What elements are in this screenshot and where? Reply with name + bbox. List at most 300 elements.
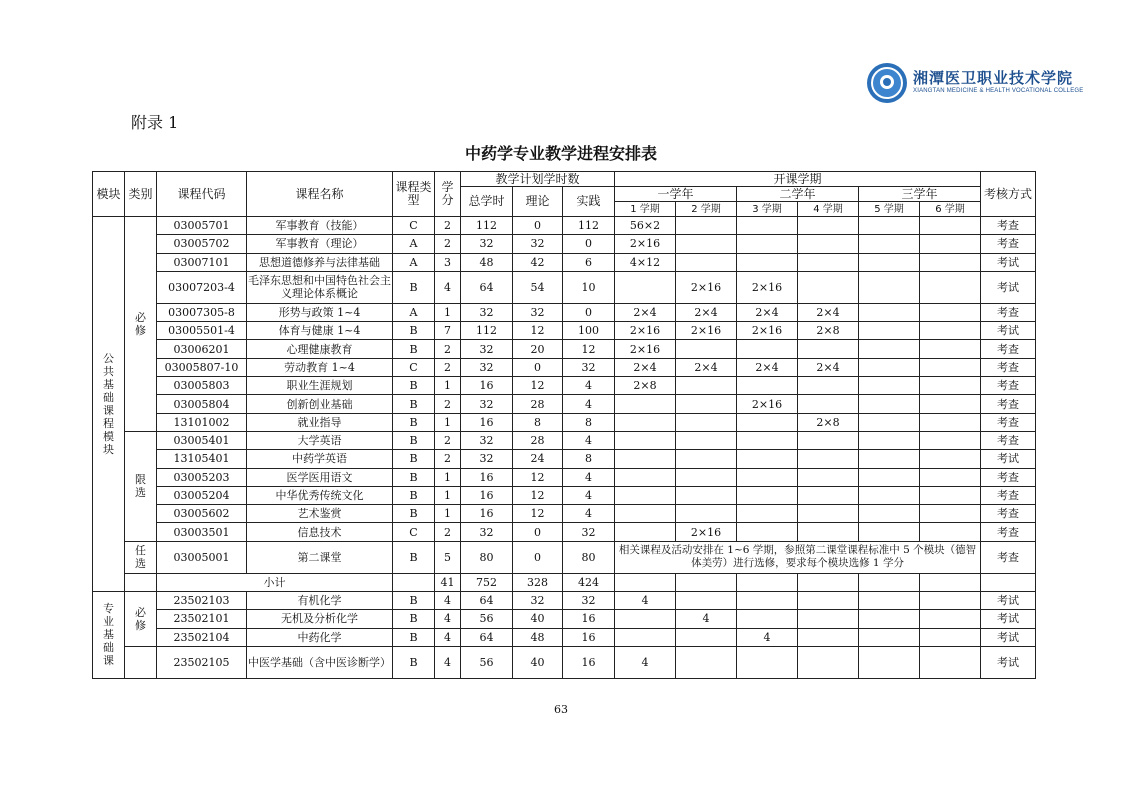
course-theory-hours: 8 [513,413,563,431]
course-credit: 1 [435,468,461,486]
semester-5-cell [859,340,920,358]
semester-2-cell [676,450,737,468]
course-theory-hours: 32 [513,592,563,610]
header-name: 课程名称 [247,172,393,217]
semester-1-cell: 2×4 [615,303,676,321]
course-name: 中华优秀传统文化 [247,486,393,504]
course-code: 03005001 [157,541,247,573]
course-practice-hours: 4 [563,486,615,504]
course-practice-hours: 0 [563,303,615,321]
course-credit: 1 [435,303,461,321]
category-required [125,217,157,432]
course-credit: 4 [435,271,461,303]
table-row [93,413,1036,431]
semester-1-cell: 2×16 [615,322,676,340]
course-practice-hours: 32 [563,358,615,376]
subtotal-label: 小计 [157,573,393,591]
course-exam-type: 考试 [981,610,1036,628]
page-number: 63 [554,703,568,716]
semester-1-cell [615,431,676,449]
college-logo [867,63,1084,105]
table-row [93,541,1036,573]
course-practice-hours: 4 [563,377,615,395]
course-type: A [393,235,435,253]
semester-3-cell [737,431,798,449]
course-exam-type: 考试 [981,450,1036,468]
course-total-hours: 32 [461,450,513,468]
semester-3-cell: 4 [737,628,798,646]
course-exam-type: 考试 [981,322,1036,340]
table-row [93,303,1036,321]
course-type: B [393,395,435,413]
course-theory-hours: 28 [513,395,563,413]
semester-5-cell [859,253,920,271]
category-limited-text: 限选 [135,473,146,500]
semester-6-cell [920,628,981,646]
semester-2-cell [676,592,737,610]
course-name: 医学医用语文 [247,468,393,486]
course-credit: 4 [435,610,461,628]
course-theory-hours: 54 [513,271,563,303]
header-sem-6: 6 学期 [920,202,981,217]
semester-2-cell [676,628,737,646]
course-practice-hours: 6 [563,253,615,271]
semester-4-cell: 2×8 [798,322,859,340]
header-year1: 一学年 [615,187,737,202]
semester-2-cell [676,253,737,271]
course-practice-hours: 0 [563,235,615,253]
semester-1-cell [615,523,676,541]
course-type: B [393,592,435,610]
table-row [93,592,1036,610]
course-code: 03005702 [157,235,247,253]
course-code: 03003501 [157,523,247,541]
semester-4-cell [798,468,859,486]
course-exam-type: 考查 [981,523,1036,541]
course-name: 第二课堂 [247,541,393,573]
course-practice-hours: 100 [563,322,615,340]
course-name: 大学英语 [247,431,393,449]
course-theory-hours: 12 [513,486,563,504]
course-theory-hours: 12 [513,505,563,523]
course-credit: 5 [435,541,461,573]
semester-4-cell [798,628,859,646]
semester-4-cell [798,377,859,395]
subtotal-sem-blank [798,573,859,591]
course-theory-hours: 40 [513,646,563,678]
course-exam-type: 考查 [981,395,1036,413]
semester-3-cell [737,646,798,678]
course-total-hours: 16 [461,486,513,504]
course-credit: 2 [435,523,461,541]
semester-2-cell [676,486,737,504]
course-total-hours: 80 [461,541,513,573]
semester-6-cell [920,610,981,628]
course-exam-type: 考查 [981,358,1036,376]
course-theory-hours: 32 [513,235,563,253]
header-sem-1: 1 学期 [615,202,676,217]
semester-1-cell: 4 [615,592,676,610]
course-total-hours: 16 [461,377,513,395]
semester-5-cell [859,322,920,340]
semester-3-cell [737,592,798,610]
semester-1-cell [615,271,676,303]
semester-2-cell [676,646,737,678]
header-credit: 学分 [435,172,461,217]
semester-2-cell: 2×16 [676,523,737,541]
course-type: A [393,303,435,321]
header-module: 模块 [93,172,125,217]
course-practice-hours: 32 [563,523,615,541]
course-code: 03005501-4 [157,322,247,340]
course-exam-type: 考试 [981,628,1036,646]
semester-3-cell [737,523,798,541]
category-required-text: 必修 [135,310,146,337]
semester-5-cell [859,505,920,523]
course-credit: 1 [435,486,461,504]
semester-1-cell: 56×2 [615,217,676,235]
semester-3-cell: 2×16 [737,322,798,340]
header-sem-3: 3 学期 [737,202,798,217]
semester-6-cell [920,217,981,235]
course-type: A [393,253,435,271]
semester-2-cell: 2×4 [676,303,737,321]
header-total: 总学时 [461,187,513,217]
semester-2-cell [676,468,737,486]
table-row [93,217,1036,235]
course-credit: 2 [435,395,461,413]
semester-1-cell [615,450,676,468]
semester-4-cell [798,610,859,628]
course-name: 职业生涯规划 [247,377,393,395]
course-exam-type: 考查 [981,377,1036,395]
semester-5-cell [859,468,920,486]
course-total-hours: 32 [461,303,513,321]
subtotal-credit: 41 [435,573,461,591]
course-code: 23502105 [157,646,247,678]
subtotal-sem-blank [859,573,920,591]
course-name: 就业指导 [247,413,393,431]
course-code: 03005804 [157,395,247,413]
course-type: B [393,340,435,358]
semester-4-cell [798,217,859,235]
subtotal-sem-blank [676,573,737,591]
semester-2-cell [676,235,737,253]
course-theory-hours: 28 [513,431,563,449]
course-exam-type: 考查 [981,505,1036,523]
course-code: 03005401 [157,431,247,449]
semester-3-cell [737,217,798,235]
semester-2-cell [676,217,737,235]
course-name: 中医学基础（含中医诊断学） [247,646,393,678]
course-theory-hours: 12 [513,377,563,395]
course-name: 劳动教育 1~4 [247,358,393,376]
semester-2-cell [676,505,737,523]
course-total-hours: 32 [461,235,513,253]
course-type: B [393,413,435,431]
semester-2-cell: 2×16 [676,322,737,340]
course-credit: 2 [435,450,461,468]
course-name: 毛泽东思想和中国特色社会主义理论体系概论 [247,271,393,303]
semester-3-cell: 2×4 [737,303,798,321]
course-type: B [393,610,435,628]
table-row [93,253,1036,271]
course-credit: 4 [435,646,461,678]
course-code: 03005701 [157,217,247,235]
course-code: 23502104 [157,628,247,646]
course-theory-hours: 12 [513,322,563,340]
semester-6-cell [920,271,981,303]
semester-4-cell [798,592,859,610]
course-practice-hours: 16 [563,628,615,646]
course-type: C [393,358,435,376]
semester-4-cell [798,395,859,413]
semester-5-cell [859,217,920,235]
table-row [93,505,1036,523]
course-total-hours: 16 [461,413,513,431]
course-code: 03007305-8 [157,303,247,321]
teaching-plan-table [92,171,1036,679]
semester-2-cell: 4 [676,610,737,628]
table-row [93,486,1036,504]
header-hours-group: 教学计划学时数 [461,172,615,187]
semester-1-cell [615,628,676,646]
semester-1-cell [615,413,676,431]
course-exam-type: 考查 [981,486,1036,504]
semester-6-cell [920,358,981,376]
course-type: B [393,486,435,504]
course-theory-hours: 0 [513,523,563,541]
course-exam-type: 考试 [981,271,1036,303]
semester-5-cell [859,610,920,628]
course-name: 创新创业基础 [247,395,393,413]
subtotal-total: 752 [461,573,513,591]
semester-6-cell [920,646,981,678]
course-name: 信息技术 [247,523,393,541]
course-exam-type: 考查 [981,468,1036,486]
semester-4-cell [798,486,859,504]
course-name: 无机及分析化学 [247,610,393,628]
semester-1-cell: 4 [615,646,676,678]
course-credit: 7 [435,322,461,340]
course-name: 中药学英语 [247,450,393,468]
subtotal-practice: 424 [563,573,615,591]
course-credit: 3 [435,253,461,271]
course-name: 中药化学 [247,628,393,646]
semester-6-cell [920,450,981,468]
course-type: B [393,505,435,523]
course-type: B [393,271,435,303]
semester-6-cell [920,486,981,504]
course-practice-hours: 112 [563,217,615,235]
semester-1-cell [615,486,676,504]
course-credit: 4 [435,628,461,646]
table-row [93,610,1036,628]
course-theory-hours: 0 [513,217,563,235]
semester-3-cell [737,610,798,628]
course-theory-hours: 32 [513,303,563,321]
course-credit: 4 [435,592,461,610]
category-prof-required [125,592,157,647]
course-practice-hours: 4 [563,395,615,413]
course-total-hours: 64 [461,592,513,610]
semester-5-cell [859,592,920,610]
course-theory-hours: 0 [513,358,563,376]
course-name: 思想道德修养与法律基础 [247,253,393,271]
semester-6-cell [920,413,981,431]
table-row [93,431,1036,449]
course-credit: 2 [435,217,461,235]
header-sem-2: 2 学期 [676,202,737,217]
course-name: 形势与政策 1~4 [247,303,393,321]
course-type: B [393,450,435,468]
header-category: 类别 [125,172,157,217]
semester-2-cell [676,413,737,431]
semester-5-cell [859,628,920,646]
course-exam-type: 考查 [981,235,1036,253]
semester-2-cell: 2×16 [676,271,737,303]
semester-3-cell [737,486,798,504]
semester-6-cell [920,395,981,413]
course-code: 03005803 [157,377,247,395]
course-code: 03007101 [157,253,247,271]
course-name: 有机化学 [247,592,393,610]
college-name-cn: 湘潭医卫职业技术学院 [913,69,1074,87]
course-name: 体育与健康 1~4 [247,322,393,340]
course-practice-hours: 8 [563,413,615,431]
course-total-hours: 112 [461,322,513,340]
header-theory: 理论 [513,187,563,217]
header-semester-group: 开课学期 [615,172,981,187]
course-theory-hours: 24 [513,450,563,468]
semester-4-cell: 2×4 [798,303,859,321]
semester-3-cell [737,235,798,253]
course-name: 军事教育（理论） [247,235,393,253]
header-year2: 二学年 [737,187,859,202]
course-exam-type: 考查 [981,303,1036,321]
semester-6-cell [920,235,981,253]
semester-3-cell: 2×16 [737,271,798,303]
course-practice-hours: 32 [563,592,615,610]
subtotal-sem-blank [615,573,676,591]
table-row [93,523,1036,541]
semester-1-cell: 4×12 [615,253,676,271]
course-total-hours: 32 [461,395,513,413]
semester-4-cell [798,253,859,271]
subtotal-row [93,573,1036,591]
semester-2-cell [676,431,737,449]
college-name-en: XIANGTAN MEDICINE & HEALTH VOCATIONAL COLLEGE [913,88,1084,94]
semester-6-cell [920,592,981,610]
semester-2-cell [676,395,737,413]
course-total-hours: 16 [461,505,513,523]
semester-6-cell [920,468,981,486]
header-type: 课程类型 [393,172,435,217]
course-code: 03005807-10 [157,358,247,376]
course-code: 23502101 [157,610,247,628]
course-code: 03005203 [157,468,247,486]
semester-2-cell [676,377,737,395]
category-prof-blank [125,646,157,678]
course-code: 03006201 [157,340,247,358]
subtotal-theory: 328 [513,573,563,591]
header-practice: 实践 [563,187,615,217]
header-sem-4: 4 学期 [798,202,859,217]
module-professional-text: 专业基础课 [103,602,114,668]
course-code: 13101002 [157,413,247,431]
semester-5-cell [859,646,920,678]
course-type: C [393,217,435,235]
table-row [93,628,1036,646]
semester-4-cell [798,505,859,523]
module-professional [93,592,125,679]
course-code: 03005602 [157,505,247,523]
semester-5-cell [859,377,920,395]
semester-3-cell [737,340,798,358]
course-total-hours: 32 [461,358,513,376]
table-row [93,235,1036,253]
semester-5-cell [859,271,920,303]
course-total-hours: 16 [461,468,513,486]
category-prof-required-text: 必修 [135,605,146,632]
course-total-hours: 48 [461,253,513,271]
semester-3-cell [737,505,798,523]
course-theory-hours: 42 [513,253,563,271]
course-type: B [393,541,435,573]
course-type: B [393,322,435,340]
semester-6-cell [920,431,981,449]
semester-5-cell [859,395,920,413]
semester-4-cell: 2×8 [798,413,859,431]
semester-4-cell [798,646,859,678]
course-credit: 1 [435,377,461,395]
course-total-hours: 56 [461,610,513,628]
table-row [93,322,1036,340]
semester-6-cell [920,505,981,523]
course-practice-hours: 16 [563,610,615,628]
category-elective-text: 任选 [135,544,146,571]
course-theory-hours: 20 [513,340,563,358]
semester-6-cell [920,377,981,395]
course-theory-hours: 0 [513,541,563,573]
subtotal-sem-blank [920,573,981,591]
course-credit: 2 [435,358,461,376]
course-total-hours: 112 [461,217,513,235]
semester-3-cell [737,253,798,271]
semester-1-cell: 2×8 [615,377,676,395]
course-practice-hours: 16 [563,646,615,678]
course-type: C [393,523,435,541]
semester-5-cell [859,486,920,504]
table-row [93,646,1036,678]
table-row [93,468,1036,486]
course-total-hours: 32 [461,340,513,358]
semester-1-cell: 2×16 [615,340,676,358]
semester-1-cell [615,505,676,523]
course-credit: 2 [435,340,461,358]
semester-2-cell: 2×4 [676,358,737,376]
course-code: 13105401 [157,450,247,468]
course-name: 军事教育（技能） [247,217,393,235]
semester-4-cell [798,450,859,468]
course-theory-hours: 48 [513,628,563,646]
course-credit: 2 [435,431,461,449]
header-code: 课程代码 [157,172,247,217]
subtotal-category-blank [125,573,157,591]
semester-5-cell [859,413,920,431]
course-total-hours: 32 [461,431,513,449]
course-code: 03007203-4 [157,271,247,303]
